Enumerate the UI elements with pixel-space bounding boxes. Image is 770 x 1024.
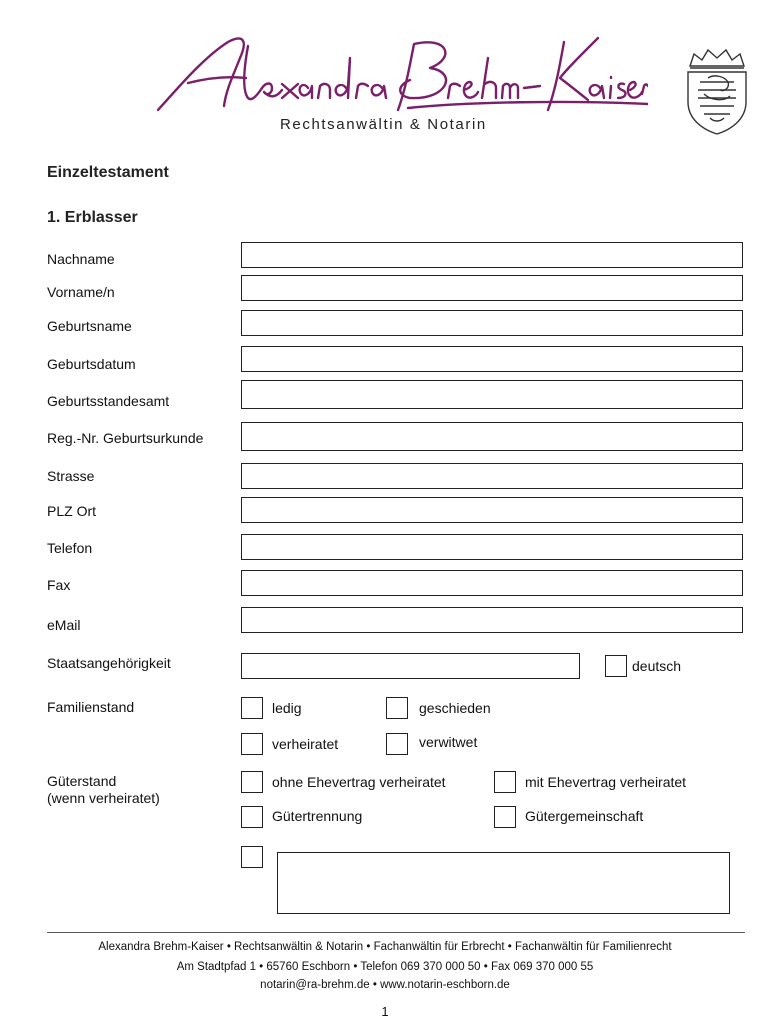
ohne-ehevertrag-checkbox[interactable] (241, 771, 263, 793)
section-title: 1. Erblasser (47, 209, 138, 226)
label-gueterstand-hint: (wenn verheiratet) (47, 790, 160, 806)
staatsangehoerigkeit-field[interactable] (241, 653, 580, 679)
geburtsstandesamt-field[interactable] (241, 380, 743, 409)
label-telefon: Telefon (47, 540, 93, 556)
label-gueterstand: Güterstand (47, 773, 117, 789)
footer-line-2: Am Stadtpfad 1 • 65760 Eschborn • Telefon 069 370 000 50 • Fax 069 370 000 55 (176, 961, 594, 973)
verwitwet-label: verwitwet (419, 734, 478, 750)
mit-ehevertrag-checkbox[interactable] (494, 771, 516, 793)
deutsch-checkbox[interactable] (605, 655, 627, 677)
mit-ehevertrag-label: mit Ehevertrag verheiratet (525, 774, 687, 790)
guetergemeinschaft-checkbox[interactable] (494, 806, 516, 828)
signature-logo (148, 28, 648, 120)
label-fax: Fax (47, 577, 71, 593)
label-geburtsstandesamt: Geburtsstandesamt (47, 393, 170, 409)
coat-of-arms-icon (680, 48, 754, 136)
sonstiges-textarea[interactable] (277, 852, 730, 914)
strasse-field[interactable] (241, 463, 743, 489)
geschieden-label: geschieden (419, 700, 491, 716)
label-strasse: Strasse (47, 468, 95, 484)
sonstiges-checkbox[interactable] (241, 846, 263, 868)
plz-ort-field[interactable] (241, 497, 743, 523)
vorname-field[interactable] (241, 275, 743, 301)
nachname-field[interactable] (241, 242, 743, 268)
guetertrennung-checkbox[interactable] (241, 806, 263, 828)
label-familienstand: Familienstand (47, 699, 135, 715)
geburtsname-field[interactable] (241, 310, 743, 336)
footer-line-3: notarin@ra-brehm.de • www.notarin-eschborn.de (260, 979, 510, 991)
verwitwet-checkbox[interactable] (386, 733, 408, 755)
logo-subtitle: Rechtsanwältin & Notarin (280, 116, 487, 133)
footer-divider (47, 932, 745, 933)
geschieden-checkbox[interactable] (386, 697, 408, 719)
label-geburtsname: Geburtsname (47, 318, 132, 334)
label-staatsangehoerigkeit: Staatsangehörigkeit (47, 655, 171, 671)
fax-field[interactable] (241, 570, 743, 596)
label-geburtsurkunde: Reg.-Nr. Geburtsurkunde (47, 430, 204, 446)
label-geburtsdatum: Geburtsdatum (47, 356, 136, 372)
label-plz-ort: PLZ Ort (47, 503, 97, 519)
label-nachname: Nachname (47, 251, 115, 267)
footer-line-1: Alexandra Brehm-Kaiser • Rechtsanwältin & Notarin • Fachanwältin für Erbrecht • Fachanwältin für Familienrecht (98, 941, 672, 953)
verheiratet-checkbox[interactable] (241, 733, 263, 755)
telefon-field[interactable] (241, 534, 743, 560)
label-email: eMail (47, 617, 81, 633)
ledig-checkbox[interactable] (241, 697, 263, 719)
geburtsurkunde-field[interactable] (241, 422, 743, 451)
email-field[interactable] (241, 607, 743, 633)
ledig-label: ledig (272, 700, 302, 716)
document-title: Einzeltestament (47, 164, 169, 181)
page-number: 1 (381, 1004, 389, 1019)
label-vorname: Vorname/n (47, 284, 115, 300)
deutsch-label: deutsch (632, 658, 682, 674)
guetergemeinschaft-label: Gütergemeinschaft (525, 808, 644, 824)
guetertrennung-label: Gütertrennung (272, 808, 363, 824)
ohne-ehevertrag-label: ohne Ehevertrag verheiratet (272, 774, 446, 790)
verheiratet-label: verheiratet (272, 736, 339, 752)
geburtsdatum-field[interactable] (241, 346, 743, 372)
